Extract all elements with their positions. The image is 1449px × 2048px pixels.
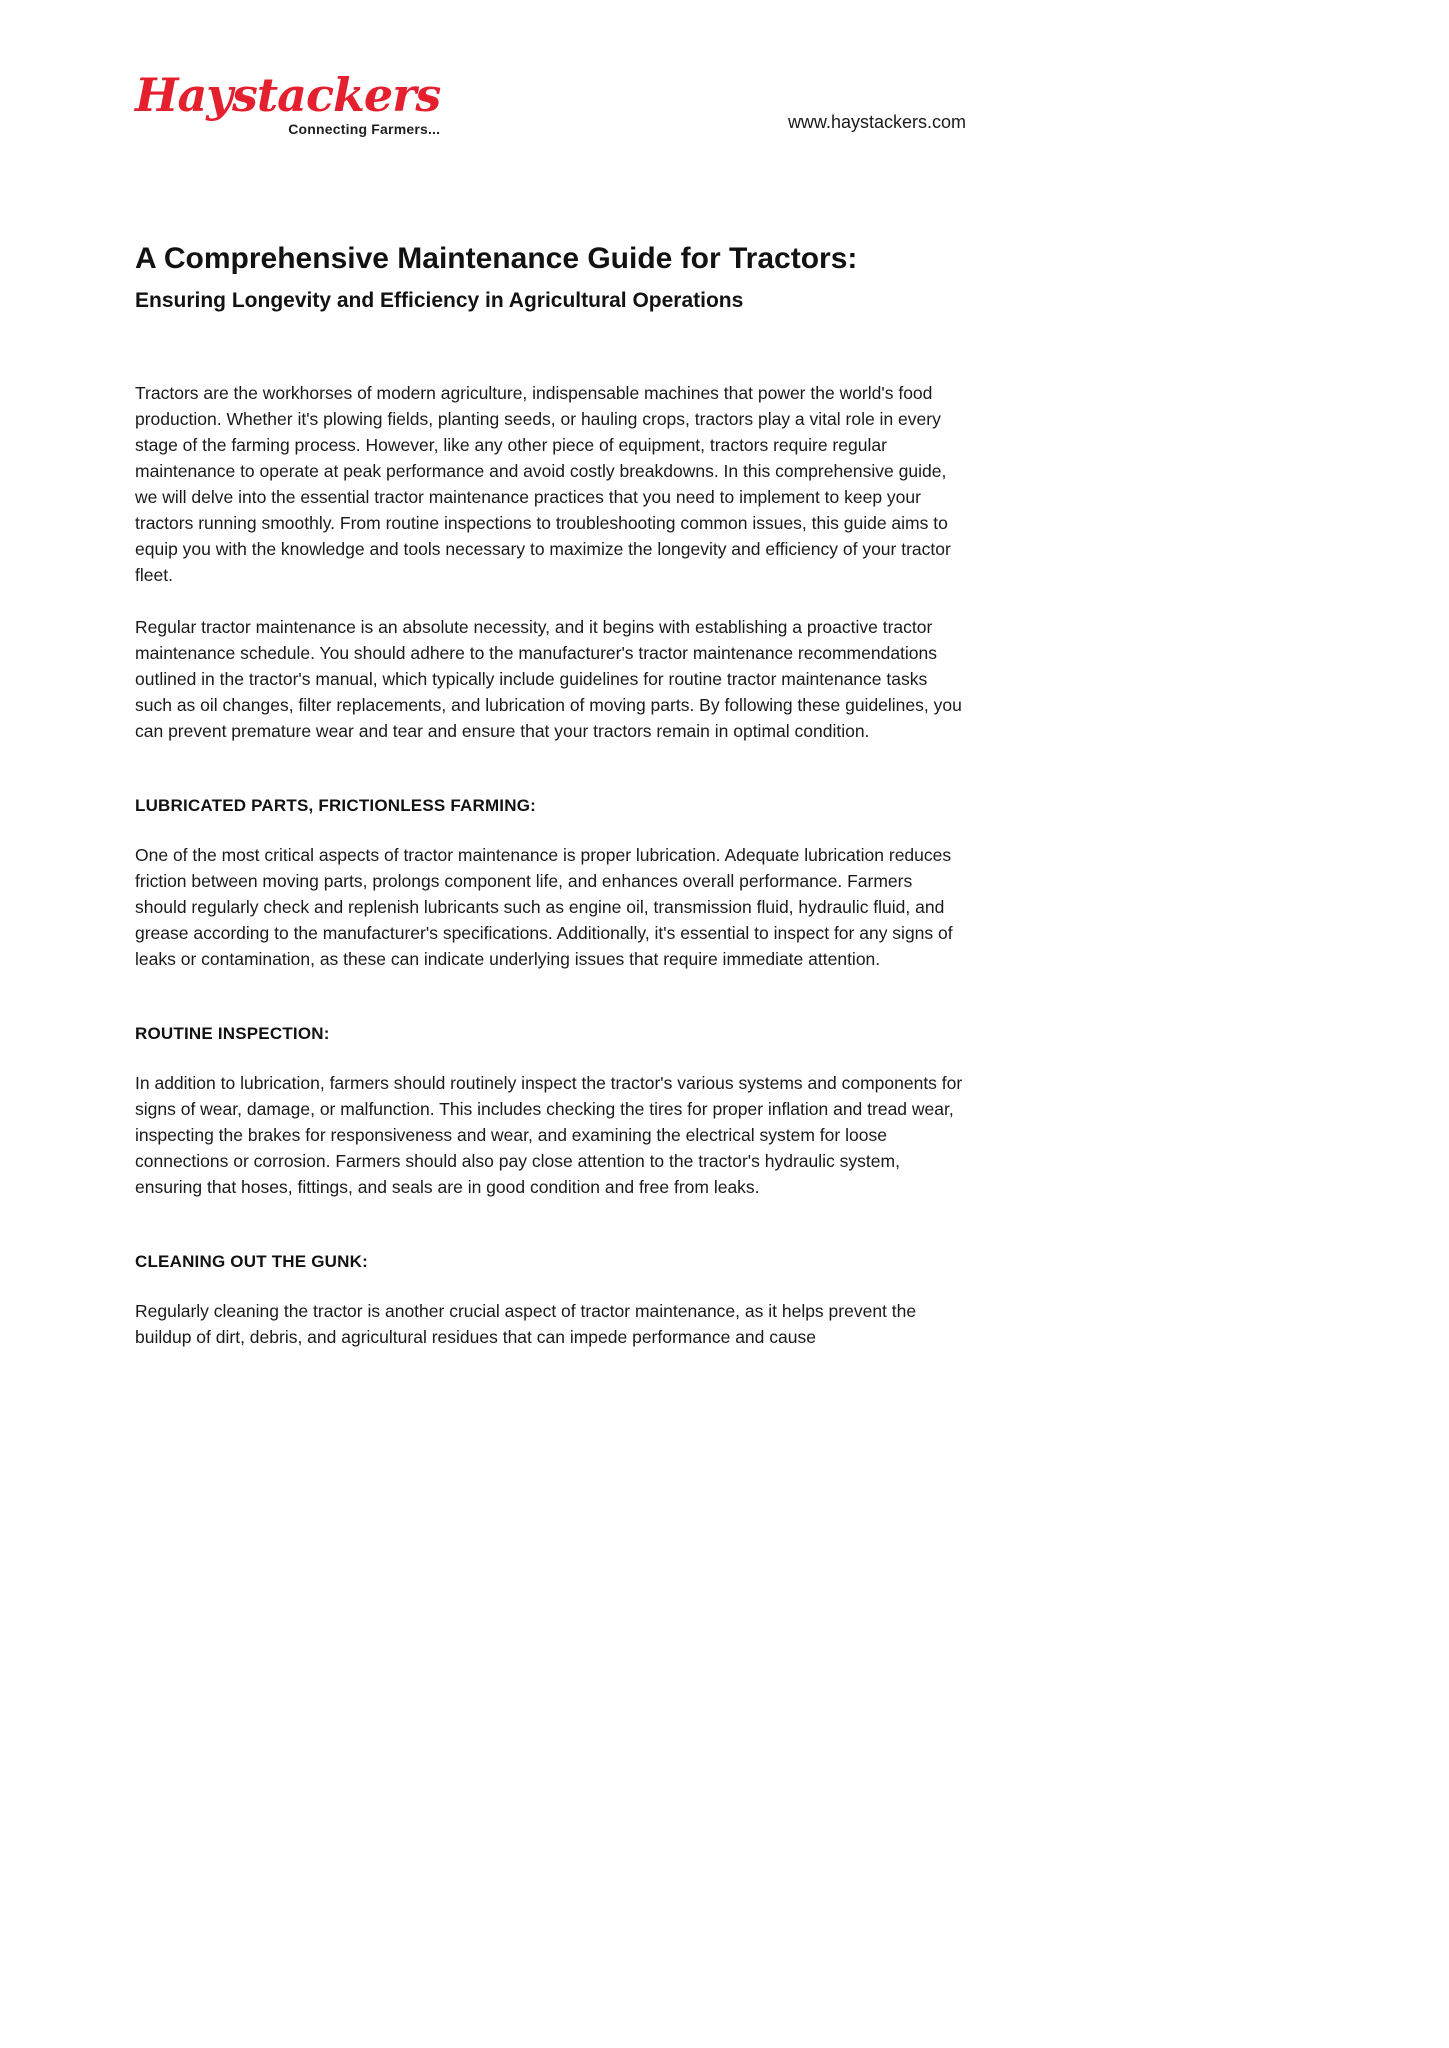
article-subtitle: Ensuring Longevity and Efficiency in Agricultural Operations	[135, 289, 744, 312]
logo-tagline: Connecting Farmers...	[288, 121, 441, 137]
intro-paragraph-2: Regular tractor maintenance is an absolute necessity, and it begins with establishing a proactive tractor maintenance schedule. You should adhere to the manufacturer's tractor maintenance recommendations outlined in the tractor's manual, which typically include guidelines for routine tractor maintenance tasks such as oil changes, filter replacements, and lubrication of moving parts. By following these guidelines, you can prevent premature wear and tear and ensure that your tractors remain in optimal condition.	[135, 617, 962, 742]
article	[135, 241, 966, 1350]
logo-wordmark: Haystackers	[135, 68, 441, 122]
article-title: A Comprehensive Maintenance Guide for Tractors:	[135, 242, 858, 275]
section-paragraph-cleaning: Regularly cleaning the tractor is another crucial aspect of tractor maintenance, as it helps prevent the buildup of dirt, debris, and agricultural residues that can impede performance and cause	[135, 1301, 917, 1348]
intro-paragraph-1: Tractors are the workhorses of modern agriculture, indispensable machines that power the world's food production. Whether it's plowing fields, planting seeds, or hauling crops, tractors play a vital role in every stage of the farming process. However, like any other piece of equipment, tractors require regular maintenance to operate at peak performance and avoid costly breakdowns. In this comprehensive guide, we will delve into the essential tractor maintenance practices that you need to implement to keep your tractors running smoothly. From routine inspections to troubleshooting common issues, this guide aims to equip you with the knowledge and tools necessary to maximize the longevity and efficiency of your tractor fleet.	[135, 383, 951, 586]
section-paragraph-inspection: In addition to lubrication, farmers should routinely inspect the tractor's various systems and components for signs of wear, damage, or malfunction. This includes checking the tires for proper inflation and tread wear, inspecting the brakes for responsiveness and wear, and examining the electrical system for loose connections or corrosion. Farmers should also pay close attention to the tractor's hydraulic system, ensuring that hoses, fittings, and seals are in good condition and free from leaks.	[135, 1073, 963, 1198]
haystackers-logo	[135, 68, 441, 137]
website-url: www.haystackers.com	[787, 112, 966, 132]
section-heading-inspection: ROUTINE INSPECTION:	[135, 1024, 330, 1044]
page-header	[135, 68, 966, 137]
section-paragraph-lubrication: One of the most critical aspects of tractor maintenance is proper lubrication. Adequate lubrication reduces friction between moving parts, prolongs component life, and enhances overall performance. Farmers should regularly check and replenish lubricants such as engine oil, transmission fluid, hydraulic fluid, and grease according to the manufacturer's specifications. Additionally, it's essential to inspect for any signs of leaks or contamination, as these can indicate underlying issues that require immediate attention.	[135, 845, 953, 970]
section-heading-cleaning: CLEANING OUT THE GUNK:	[135, 1252, 368, 1272]
section-heading-lubrication: LUBRICATED PARTS, FRICTIONLESS FARMING:	[135, 796, 536, 816]
